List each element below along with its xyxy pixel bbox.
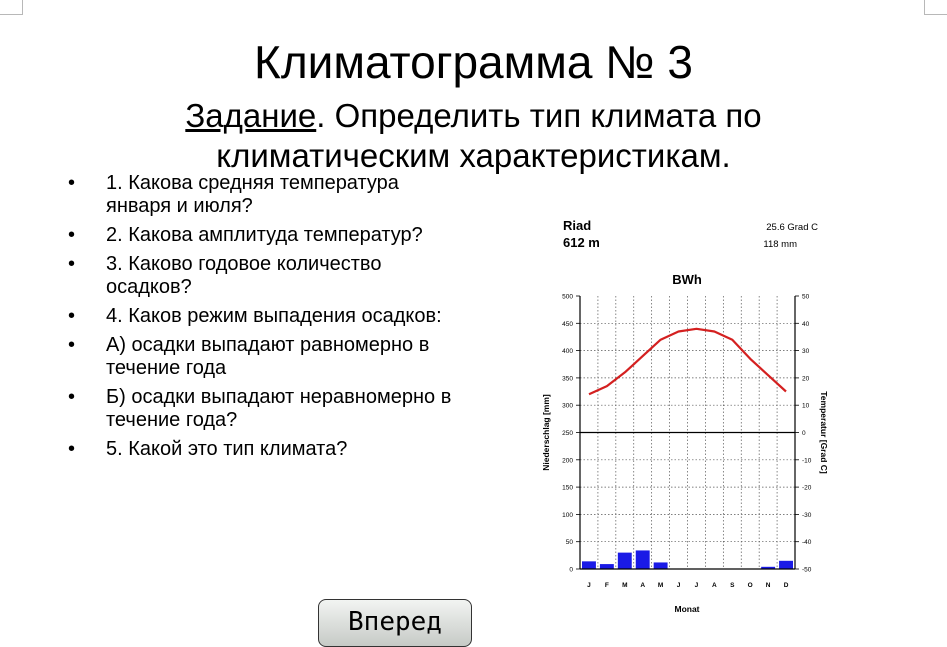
precip-tick-label: 300 [562,402,573,410]
month-label: F [604,582,609,589]
task-text: . Определить тип климата по [316,97,762,134]
precip-axis-title: Niederschlag [mm] [541,394,551,471]
precip-tick-label: 250 [562,430,573,437]
slide-corner-mark [924,0,947,15]
question-item: • 2. Какова амплитуда температур? [68,224,468,247]
month-label: A [640,582,646,589]
month-label: M [622,582,628,589]
question-item: • 5. Какой это тип климата? [68,438,468,461]
question-item: • 4. Каков режим выпадения осадков: [68,305,468,328]
question-item: • 3. Каково годовое количество осадков? [68,253,468,299]
question-item: • Б) осадки выпадают неравномерно в течение года? [68,386,468,432]
precip-tick-label: 200 [562,457,573,465]
precip-bar [779,561,793,569]
slide-corner-mark [0,0,23,15]
month-label: M [657,582,664,589]
question-item: • 1. Какова средняя температура января и июля? [68,172,468,218]
precip-bar [654,562,668,569]
task-statement [0,96,947,176]
next-button[interactable]: Вперед [318,599,472,647]
month-label: D [783,582,789,589]
temp-tick-label: -10 [802,457,812,465]
precip-tick-label: 50 [565,539,573,547]
temp-tick-label: 50 [802,293,810,301]
temp-tick-label: -20 [802,484,812,492]
annual-precipitation: 118 mm [763,239,797,250]
temp-tick-label: -40 [802,539,812,547]
x-axis-title: Monat [674,604,700,614]
slide-title: Климатограмма № 3 [254,36,693,88]
mean-temperature: 25.6 Grad C [766,222,818,233]
question-list [68,172,468,467]
task-line-1 [0,96,947,136]
precip-tick-label: 0 [569,566,573,574]
month-label: O [747,582,753,589]
climate-chart-svg [535,210,835,622]
temp-tick-label: 10 [802,402,810,410]
climate-chart [535,210,835,622]
precip-tick-label: 100 [562,511,573,519]
precip-bar [636,550,650,569]
task-word: Задание [185,97,317,134]
temp-tick-label: 40 [802,320,810,328]
precip-bar [618,553,632,569]
precip-tick-label: 400 [562,348,573,356]
month-label: J [587,582,591,589]
temp-tick-label: 0 [802,430,806,437]
temp-axis-title: Temperatur [Grad C] [819,391,829,474]
precip-tick-label: 150 [562,484,573,492]
precip-tick-label: 500 [562,293,573,301]
question-item: • А) осадки выпадают равномерно в течение года [68,334,468,380]
precip-bar [600,564,614,569]
month-label: J [694,582,699,589]
climate-class: BWh [672,272,702,287]
temp-tick-label: -50 [802,566,812,574]
precip-tick-label: 350 [562,375,573,383]
precip-tick-label: 450 [562,320,573,328]
month-label: J [676,582,681,589]
month-label: S [730,582,735,589]
month-label: N [765,582,771,589]
task-line-2: климатическим характеристикам. [216,137,731,174]
station-name: Riad [563,218,592,233]
temp-tick-label: 30 [802,348,810,356]
station-elevation: 612 m [563,235,600,250]
temp-tick-label: -30 [802,511,812,519]
temp-tick-label: 20 [802,375,810,383]
month-label: A [712,582,717,589]
precip-bar [582,561,596,569]
